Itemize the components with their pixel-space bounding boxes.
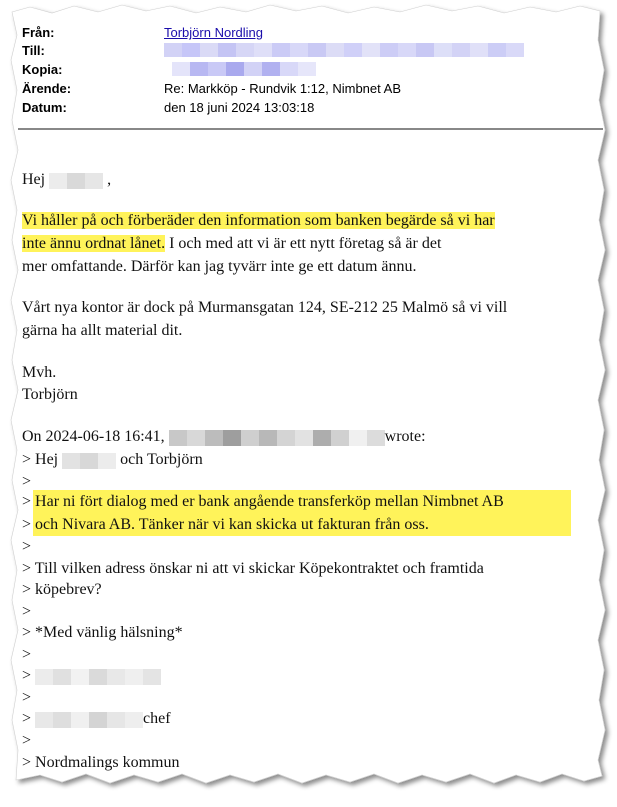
date-value: den 18 juni 2024 13:03:18 — [164, 100, 315, 115]
quote-hej: > Hej — [22, 451, 59, 468]
cc-recipients-redacted — [172, 62, 316, 76]
quote-municipality: > Nordmalings kommun — [22, 754, 180, 771]
redacted-sender — [169, 430, 385, 446]
quote-empty-3: > — [22, 603, 32, 620]
p1-line-3: mer omfattande. Därför kan jag tyvärr inte ge ett datum ännu. — [22, 258, 417, 275]
quote-empty-4: > — [22, 646, 32, 663]
header-divider — [18, 128, 603, 130]
greeting-text: Hej — [22, 171, 46, 188]
header-to-row — [22, 43, 602, 61]
quote-title-end: chef — [143, 710, 171, 727]
quote-hl-line-1 — [22, 493, 504, 511]
subject-label: Ärende: — [22, 81, 72, 96]
p1-line-1 — [22, 212, 495, 230]
signoff: Mvh. — [22, 364, 57, 381]
quote-empty-6: > — [22, 732, 32, 749]
quote-regards: > *Med vänlig hälsning* — [22, 624, 183, 641]
quote-line-1: > Till vilken adress önskar ni att vi skickar Köpekontraktet och framtida — [22, 560, 484, 577]
from-sender-link[interactable]: Torbjörn Nordling — [164, 25, 263, 40]
quote-hl-line-2 — [22, 516, 429, 534]
quote-empty-5: > — [22, 689, 32, 706]
quote-name-line — [22, 667, 161, 685]
quote-empty-2: > — [22, 538, 32, 555]
quote-hej-end: och Torbjörn — [120, 451, 203, 468]
header-subject-row — [22, 81, 602, 99]
quote-line-2: > köpebrev? — [22, 581, 102, 598]
quote-intro-line — [22, 428, 426, 446]
greeting-line — [22, 171, 111, 189]
quote-empty-1: > — [22, 473, 32, 490]
to-recipients-redacted — [164, 43, 524, 57]
cc-label: Kopia: — [22, 62, 63, 77]
to-label: Till: — [22, 43, 45, 58]
p1-line-2 — [22, 235, 441, 253]
subject-value: Re: Markköp - Rundvik 1:12, Nimbnet AB — [164, 81, 401, 96]
redacted-recipient — [62, 453, 116, 469]
p1-highlight-1: Vi håller på och förberäder den information som banken begärde så vi har — [22, 212, 495, 229]
header-from-row — [22, 25, 602, 43]
p1-rest-2: I och med att vi är ett nytt företag så är det — [165, 235, 442, 252]
signature: Torbjörn — [22, 386, 78, 403]
p1-highlight-2: inte ännu ordnat lånet. — [22, 235, 166, 252]
p2-line-1: Vårt nya kontor är dock på Murmansgatan 124, SE-212 25 Malmö så vi vill — [22, 299, 508, 316]
header-date-row — [22, 100, 602, 118]
quote-hej-line — [22, 451, 203, 469]
quote-title-line — [22, 710, 171, 728]
quote-marker-name: > — [22, 667, 32, 684]
date-label: Datum: — [22, 100, 67, 115]
redacted-name — [49, 173, 103, 189]
redacted-job-title — [35, 712, 143, 728]
redacted-signature-name — [35, 669, 161, 685]
header-cc-row — [22, 62, 602, 80]
quote-marker-hl-2: > — [22, 516, 32, 533]
from-label: Från: — [22, 25, 55, 40]
greeting-comma: , — [107, 171, 112, 188]
quote-marker-title: > — [22, 710, 32, 727]
quote-intro-end: wrote: — [384, 428, 426, 445]
quote-highlight-text-2: och Nivara AB. Tänker när vi kan skicka ut fakturan från oss. — [35, 516, 429, 533]
quote-highlight-text-1: Har ni fört dialog med er bank angående transferköp mellan Nimbnet AB — [35, 493, 504, 510]
p2-line-2: gärna ha allt material dit. — [22, 322, 183, 339]
quote-intro: On 2024-06-18 16:41, — [22, 428, 165, 445]
quote-marker-hl-1: > — [22, 493, 32, 510]
